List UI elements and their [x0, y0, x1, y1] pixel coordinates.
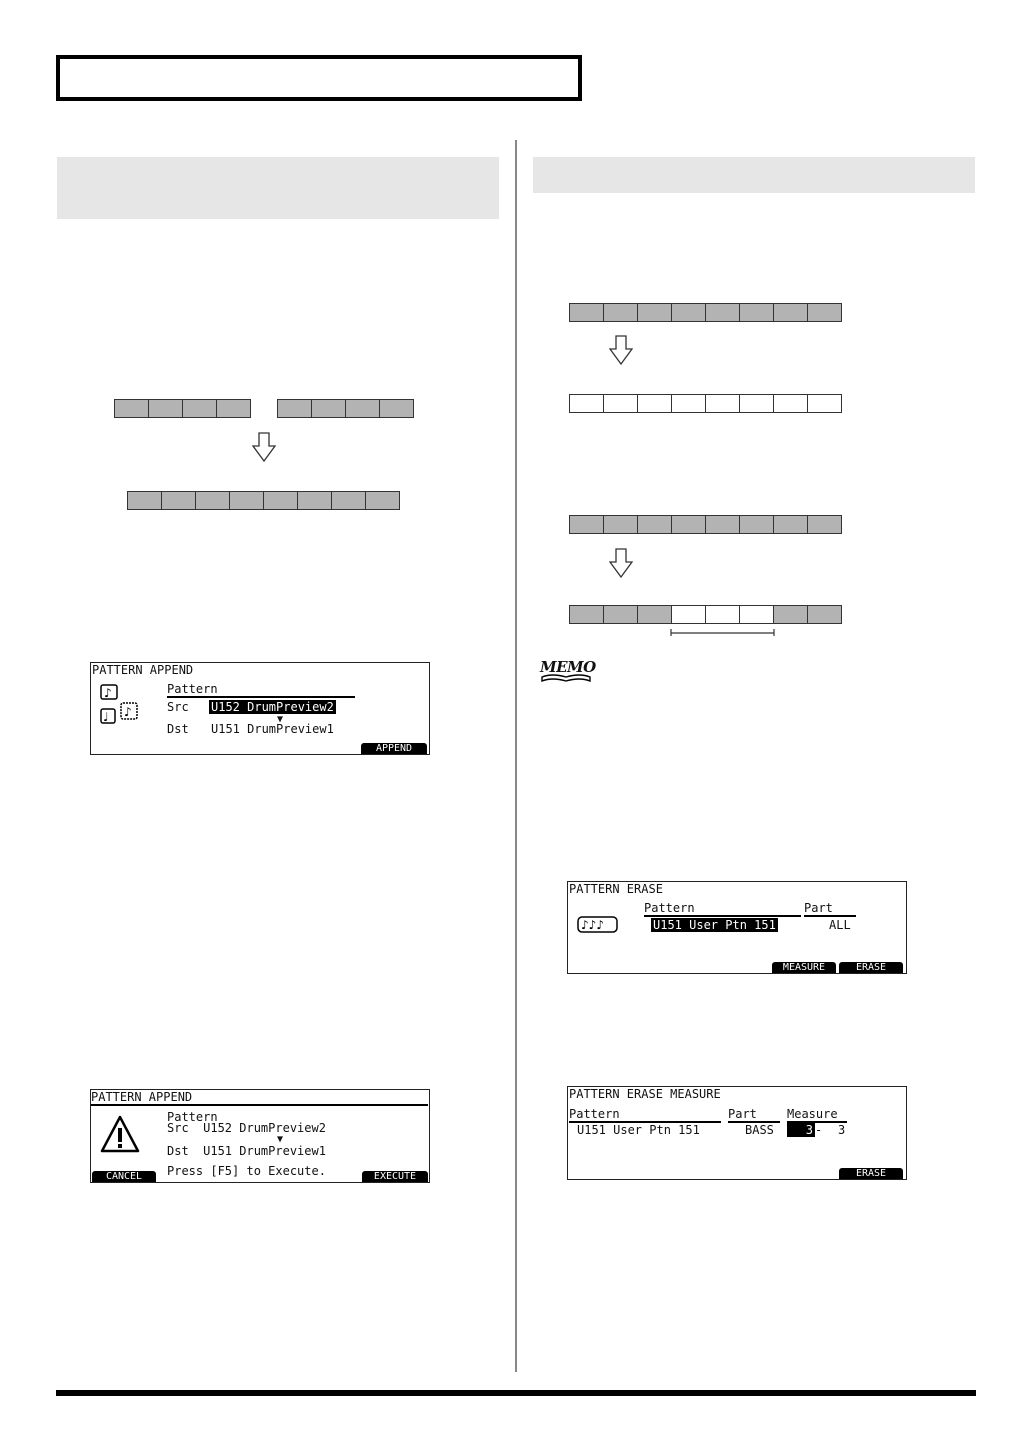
lcd-pattern-append-confirm [90, 1089, 430, 1183]
pattern-value[interactable]: U151 User Ptn 151 [653, 918, 776, 932]
pattern-blocks-appended [127, 491, 400, 510]
pattern-label: Pattern [569, 1107, 721, 1123]
lcd-title: PATTERN ERASE MEASURE [569, 1087, 721, 1101]
down-small-arrow-icon: ▼ [277, 1134, 284, 1145]
warning-icon [99, 1114, 141, 1156]
pattern-blocks-a [114, 399, 251, 418]
memo-icon: MEMO [538, 658, 594, 682]
lcd-pattern-append [90, 662, 430, 755]
part-value[interactable]: ALL [829, 918, 851, 932]
lcd-pattern-erase [567, 881, 907, 974]
measure-label: Measure [787, 1107, 847, 1123]
down-arrow-icon [609, 335, 633, 365]
footer-rule [56, 1390, 976, 1396]
erased-range-bracket [670, 628, 776, 638]
pattern-value: U151 User Ptn 151 [577, 1123, 700, 1137]
lcd-title: PATTERN ERASE [569, 882, 663, 896]
part-label: Part [728, 1107, 780, 1123]
svg-text:♪: ♪ [104, 686, 112, 700]
append-section-bar [57, 157, 499, 219]
pattern-blocks-b [277, 399, 414, 418]
f4-measure-button[interactable]: MEASURE [772, 962, 836, 973]
src-line: Src U152 DrumPreview2 [167, 1121, 326, 1135]
svg-text:♩: ♩ [103, 710, 109, 724]
measure-from-value[interactable]: 3 [787, 1123, 815, 1137]
pattern-blocks-erased [569, 394, 842, 413]
range-dash: - [815, 1123, 823, 1137]
part-label: Part [804, 901, 856, 917]
lcd-pattern-erase-measure [567, 1086, 907, 1180]
part-value[interactable]: BASS [745, 1123, 774, 1137]
svg-text:♪♪♪: ♪♪♪ [581, 918, 604, 932]
chapter-header-box [56, 55, 582, 101]
execute-prompt: Press [F5] to Execute. [167, 1164, 326, 1178]
f1-cancel-button[interactable]: CANCEL [92, 1171, 156, 1182]
src-label: Src [167, 700, 189, 714]
down-arrow-icon [609, 548, 633, 578]
pattern-notes-icon [577, 915, 619, 935]
lcd-title: PATTERN APPEND [92, 663, 194, 677]
svg-text:♪: ♪ [124, 705, 132, 719]
down-arrow-icon [252, 432, 276, 462]
pattern-blocks-full-2 [569, 515, 842, 534]
lcd-title: PATTERN APPEND [91, 1090, 428, 1106]
pattern-notes-icon [99, 683, 145, 727]
src-value[interactable]: U152 DrumPreview2 [211, 700, 334, 714]
dst-value: U151 DrumPreview1 [211, 722, 334, 736]
dst-line: Dst U151 DrumPreview1 [167, 1144, 326, 1158]
pattern-label: Pattern [167, 682, 355, 698]
dst-label: Dst [167, 722, 189, 736]
erase-section-bar [533, 157, 975, 193]
pattern-label: Pattern [167, 1110, 218, 1124]
f5-erase-button[interactable]: ERASE [839, 962, 903, 973]
measure-to-value[interactable]: 3 [838, 1123, 846, 1137]
pattern-blocks-full [569, 303, 842, 322]
f5-erase-button[interactable]: ERASE [839, 1168, 903, 1179]
down-small-arrow-icon: ▼ [277, 714, 284, 725]
pattern-blocks-partial-erase [569, 605, 842, 624]
column-divider [515, 140, 517, 1372]
pattern-label: Pattern [644, 901, 801, 917]
f5-execute-button[interactable]: EXECUTE [362, 1171, 428, 1182]
f5-append-button[interactable]: APPEND [361, 743, 427, 754]
